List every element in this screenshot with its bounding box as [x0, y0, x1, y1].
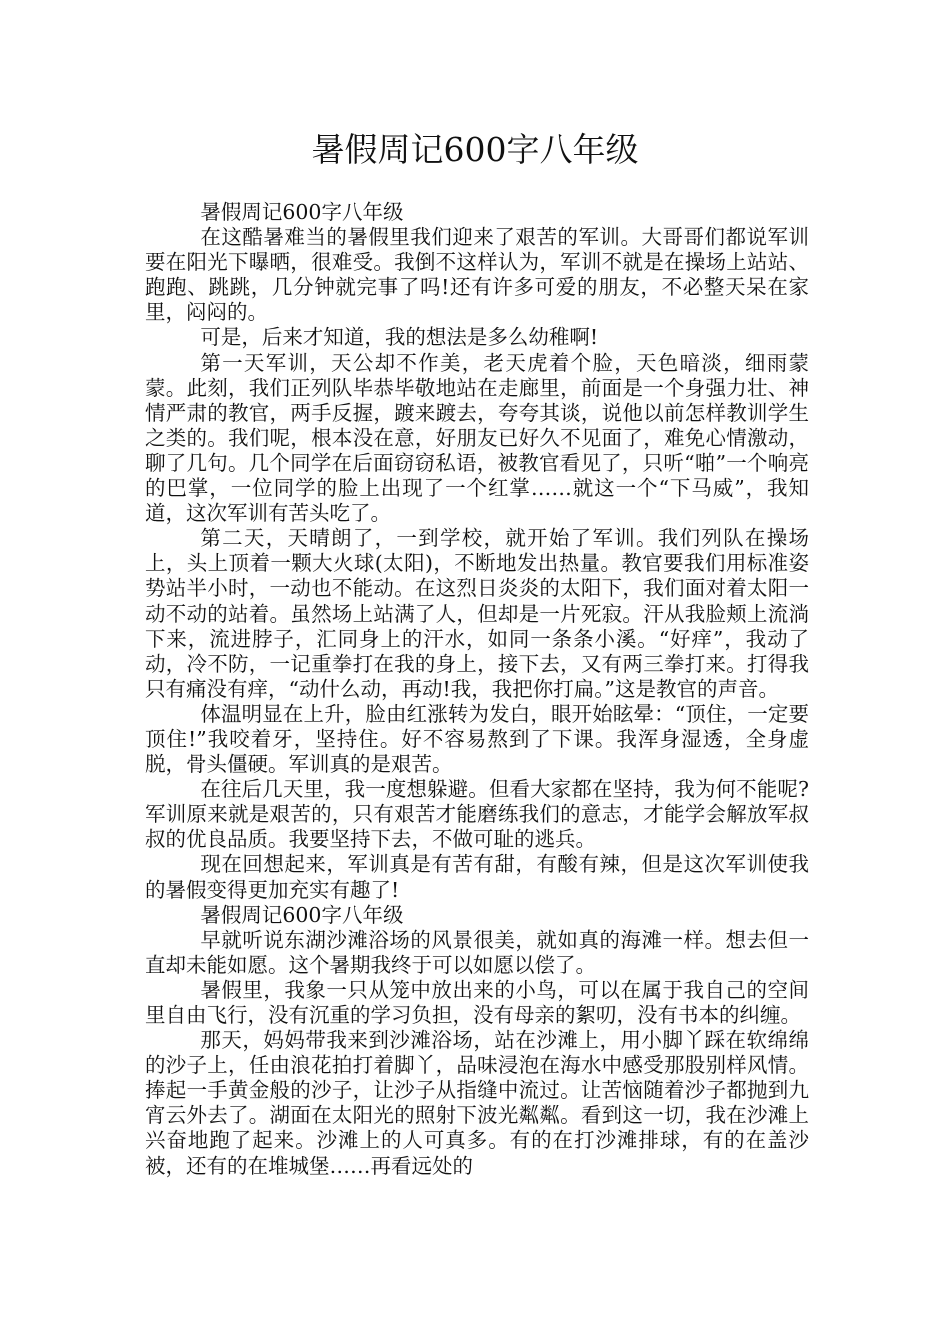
paragraph: 在往后几天里，我一度想躲避。但看大家都在坚持，我为何不能呢?军训原来就是艰苦的，只有艰苦才能磨练我们的意志，才能学会解放军叔叔的优良品质。我要坚持下去，不做可耻的逃兵。 [145, 777, 809, 852]
paragraph: 第二天，天晴朗了，一到学校，就开始了军训。我们列队在操场上，头上顶着一颗大火球(太阳)，不断地发出热量。教官要我们用标准姿势站半小时，一动也不能动。在这烈日炎炎的太阳下，我们面对着太阳一动不动的站着。虽然场上站满了人，但却是一片死寂。汗从我脸颊上流淌下来，流进脖子，汇同身上的汗水，如同一条条小溪。“好痒”，我动了动，冷不防，一记重拳打在我的身上，接下去，又有两三拳打来。打得我只有痛没有痒，“动什么动，再动!我，我把你打扁。”这是教官的声音。 [145, 526, 809, 701]
document-title: 暑假周记600字八年级 [311, 130, 639, 169]
paragraph: 现在回想起来，军训真是有苦有甜，有酸有辣，但是这次军训使我的暑假变得更加充实有趣了! [145, 852, 809, 902]
document-body [145, 200, 809, 1179]
section-heading-2: 暑假周记600字八年级 [200, 902, 404, 927]
paragraph: 在这酷暑难当的暑假里我们迎来了艰苦的军训。大哥哥们都说军训要在阳光下曝晒，很难受。我倒不这样认为，军训不就是在操场上站站、跑跑、跳跳，几分钟就完事了吗!还有许多可爱的朋友，不必整天呆在家里，闷闷的。 [145, 225, 809, 325]
paragraph: 第一天军训，天公却不作美，老天虎着个脸，天色暗淡，细雨蒙蒙。此刻，我们正列队毕恭毕敬地站在走廊里，前面是一个身强力壮、神情严肃的教官，两手反握，踱来踱去，夸夸其谈，说他以前怎样教训学生之类的。我们呢，根本没在意，好朋友已好久不见面了，难免心情激动，聊了几句。几个同学在后面窃窃私语，被教官看见了，只听“啪”一个响亮的巴掌，一位同学的脸上出现了一个红掌……就这一个“下马威”，我知道，这次军训有苦头吃了。 [145, 350, 809, 526]
paragraph: 那天，妈妈带我来到沙滩浴场，站在沙滩上，用小脚丫踩在软绵绵的沙子上，任由浪花拍打着脚丫，品味浸泡在海水中感受那股别样风情。捧起一手黄金般的沙子，让沙子从指缝中流过。让苦恼随着沙子都抛到九宵云外去了。湖面在太阳光的照射下波光粼粼。看到这一切，我在沙滩上兴奋地跑了起来。沙滩上的人可真多。有的在打沙滩排球，有的在盖沙被，还有的在堆城堡……再看远处的 [145, 1028, 809, 1178]
paragraph: 可是，后来才知道，我的想法是多么幼稚啊! [200, 325, 599, 350]
paragraph: 体温明显在上升，脸由红涨转为发白，眼开始眩晕：“顶住，一定要顶住!”我咬着牙，坚持住。好不容易熬到了下课。我浑身湿透，全身虚脱，骨头僵硬。军训真的是艰苦。 [145, 701, 809, 777]
paragraph: 早就听说东湖沙滩浴场的风景很美，就如真的海滩一样。想去但一直却未能如愿。这个暑期我终于可以如愿以偿了。 [145, 927, 809, 977]
section-heading-1: 暑假周记600字八年级 [200, 200, 404, 224]
paragraph: 暑假里，我象一只从笼中放出来的小鸟，可以在属于我自己的空间里自由飞行，没有沉重的学习负担，没有母亲的絮叨，没有书本的纠缠。 [145, 977, 809, 1027]
